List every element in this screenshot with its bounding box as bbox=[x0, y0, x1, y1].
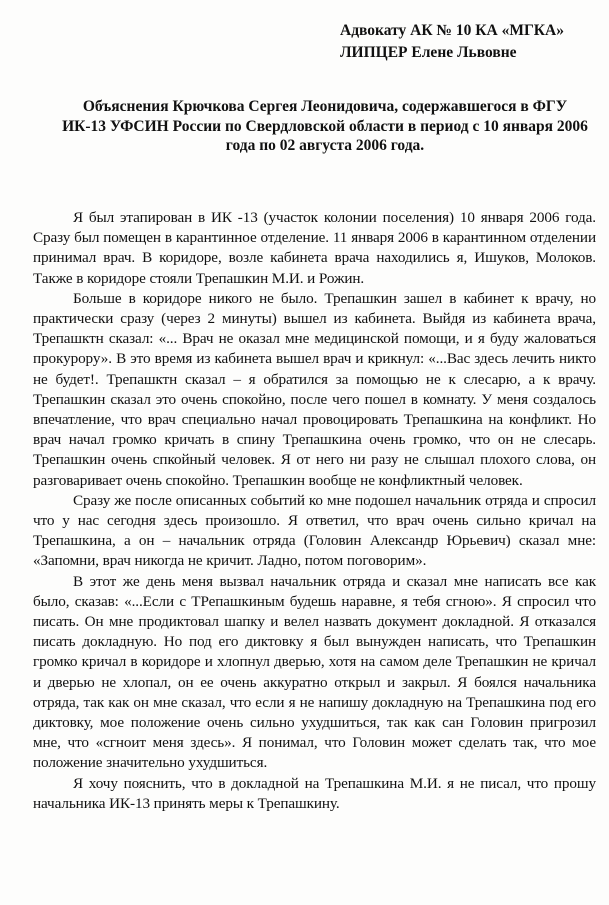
paragraph: Я хочу пояснить, что в докладной на Трепашкина М.И. я не писал, что прошу начальника ИК-13 принять меры к Трепашкину. bbox=[33, 774, 596, 812]
paragraph: В этот же день меня вызвал начальник отряда и сказал мне написать все как было, сказав: «...Если с ТРепашкиным будешь наравне, я тебя сгною». Я спросил что писать. Он мне продиктовал шапку и велел назвать документ докладной. Я отказался писать докладную. Но под его диктовку я был вынужден написать, что Трепашкин громко кричал в коридоре и хлопнул дверью, хотя на самом деле Трепашкин не кричал и дверью не хлопал, он ее очень аккуратно открыл и закрыл. Я боялся начальника отряда, так как он мне сказал, что если я не напишу докладную на Трепашкина под его диктовку, мое положение очень сильно ухудшиться, так как сан Головин пригрозил мне, что «сгноит меня здесь». Я понимал, что Головин может сделать так, что мое положение значительно ухудшиться. bbox=[33, 572, 596, 772]
paragraph: Сразу же после описанных событий ко мне подошел начальник отряда и спросил что у нас сегодня здесь произошло. Я ответил, что врач очень сильно кричал на Трепашкина, а он – начальник отряда (Головин Александр Юрьевич) сказал мне: «Запомни, врач никогда не кричит. Ладно, потом поговорим». bbox=[33, 491, 596, 570]
document-body bbox=[33, 208, 596, 814]
paragraph: Больше в коридоре никого не было. Трепашкин зашел в кабинет к врачу, но практически сразу (через 2 минуты) вышел из кабинета. Выйдя из кабинета врача, Трепашктн сказал: «... Врач не оказал мне медицинской помощи, и я буду жаловаться прокурору». В это время из кабинета вышел врач и крикнул: «...Вас здесь лечить никто не будет!. Трепашктн сказал – я обратился за помощью не к слесарю, а к врачу. Трепашкин сказал это очень спокойно, после чего пошел в комнату. У меня создалось впечатление, что врач специально начал провоцировать Трепашкина на конфликт. Но врач начал громко кричать в спину Трепашкина очень громко, что он не слесарь. Трепашкин очень спкойный человек. Я от него ни разу не слышал плохого слова, он разговаривает очень спокойно. Трепашкин вообще не конфликтный человек. bbox=[33, 289, 596, 489]
paragraph: Я был этапирован в ИК -13 (участок колонии поселения) 10 января 2006 года. Сразу был помещен в карантинное отделение. 11 января 2006 в карантинном отделении принимал врач. В коридоре, возле кабинета врача находились я, Ишуков, Молоков. Также в коридоре стояли Трепашкин М.И. и Рожин. bbox=[33, 209, 596, 287]
addressee-block bbox=[340, 20, 602, 64]
addressee-line-1: Адвокату АК № 10 КА «МГКА» bbox=[340, 22, 564, 39]
addressee-line-2: ЛИПЦЕР Елене Львовне bbox=[340, 44, 517, 61]
document-title: Объяснения Крючкова Сергея Леонидовича, содержавшегося в ФГУ ИК-13 УФСИН России по Свердловской области в период с 10 января 2006 года по 02 августа 2006 года. bbox=[62, 98, 588, 154]
